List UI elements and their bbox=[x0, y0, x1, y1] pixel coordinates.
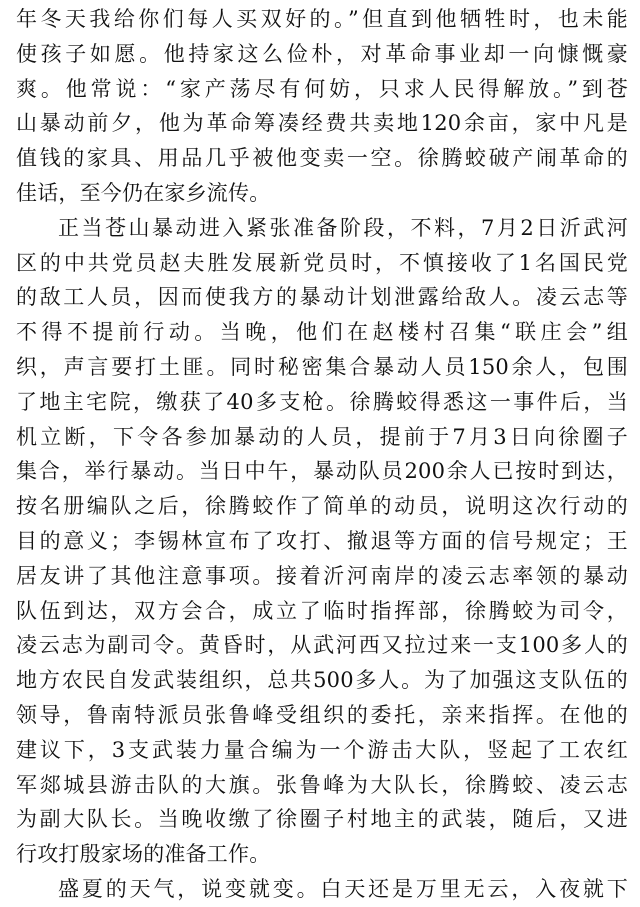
text-line: 居友讲了其他注意事项。接着沂河南岸的凌云志率领的暴动 bbox=[16, 563, 628, 588]
text-line: 使孩子如愿。他持家这么俭朴，对革命事业却一向慷慨豪 bbox=[16, 41, 628, 66]
text-line: 区的中共党员赵夫胜发展新党员时，不慎接收了1名国民党 bbox=[16, 250, 628, 275]
text-line: 领导，鲁南特派员张鲁峰受组织的委托，亲来指挥。在他的 bbox=[16, 702, 628, 727]
text-line: 山暴动前夕，他为革命筹凑经费共卖地120余亩，家中凡是 bbox=[16, 111, 628, 136]
text-line: 不得不提前行动。当晚，他们在赵楼村召集“联庄会”组 bbox=[16, 320, 628, 345]
text-line: 目的意义；李锡林宣布了攻打、撤退等方面的信号规定；王 bbox=[16, 528, 628, 553]
text-line: 值钱的家具、用品几乎被他变卖一空。徐腾蛟破产闹革命的 bbox=[16, 146, 628, 171]
text-line: 年冬天我给你们每人买双好的。”但直到他牺牲时，也未能 bbox=[16, 7, 628, 31]
text-line: 爽。他常说：“家产荡尽有何妨，只求人民得解放。”到苍 bbox=[16, 76, 628, 101]
text-line: 为副大队长。当晚收缴了徐圈子村地主的武装，随后，又进 bbox=[16, 807, 628, 832]
text-line: 建议下，3支武装力量合编为一个游击大队，竖起了工农红 bbox=[16, 737, 628, 762]
text-line: 按名册编队之后，徐腾蛟作了简单的动员，说明这次行动的 bbox=[16, 494, 628, 519]
text-line: 佳话，至今仍在家乡流传。 bbox=[16, 180, 271, 205]
text-line: 织，声言要打土匪。同时秘密集合暴动人员150余人，包围 bbox=[16, 354, 628, 379]
text-line: 机立断，下令各参加暴动的人员，提前于7月3日向徐圈子 bbox=[16, 424, 628, 449]
text-line: 地方农民自发武装组织，总共500多人。为了加强这支队伍的 bbox=[16, 668, 628, 693]
text-line: 正当苍山暴动进入紧张准备阶段，不料，7月2日沂武河 bbox=[58, 215, 628, 240]
text-line: 集合，举行暴动。当日中午，暴动队员200余人已按时到达， bbox=[16, 459, 628, 484]
body-text bbox=[16, 2, 628, 907]
text-line: 军郯城县游击队的大旗。张鲁峰为大队长，徐腾蛟、凌云志 bbox=[16, 772, 628, 797]
text-line: 盛夏的天气，说变就变。白天还是万里无云，入夜就下 bbox=[58, 876, 628, 901]
text-line: 的敌工人员，因而使我方的暴动计划泄露给敌人。凌云志等 bbox=[16, 285, 628, 310]
text-line: 凌云志为副司令。黄昏时，从武河西又拉过来一支100多人的 bbox=[16, 633, 628, 658]
text-line: 了地主宅院，缴获了40多支枪。徐腾蛟得悉这一事件后，当 bbox=[16, 389, 628, 414]
text-line: 队伍到达，双方会合，成立了临时指挥部，徐腾蛟为司令， bbox=[16, 598, 628, 623]
text-line: 行攻打殷家场的准备工作。 bbox=[16, 842, 271, 867]
